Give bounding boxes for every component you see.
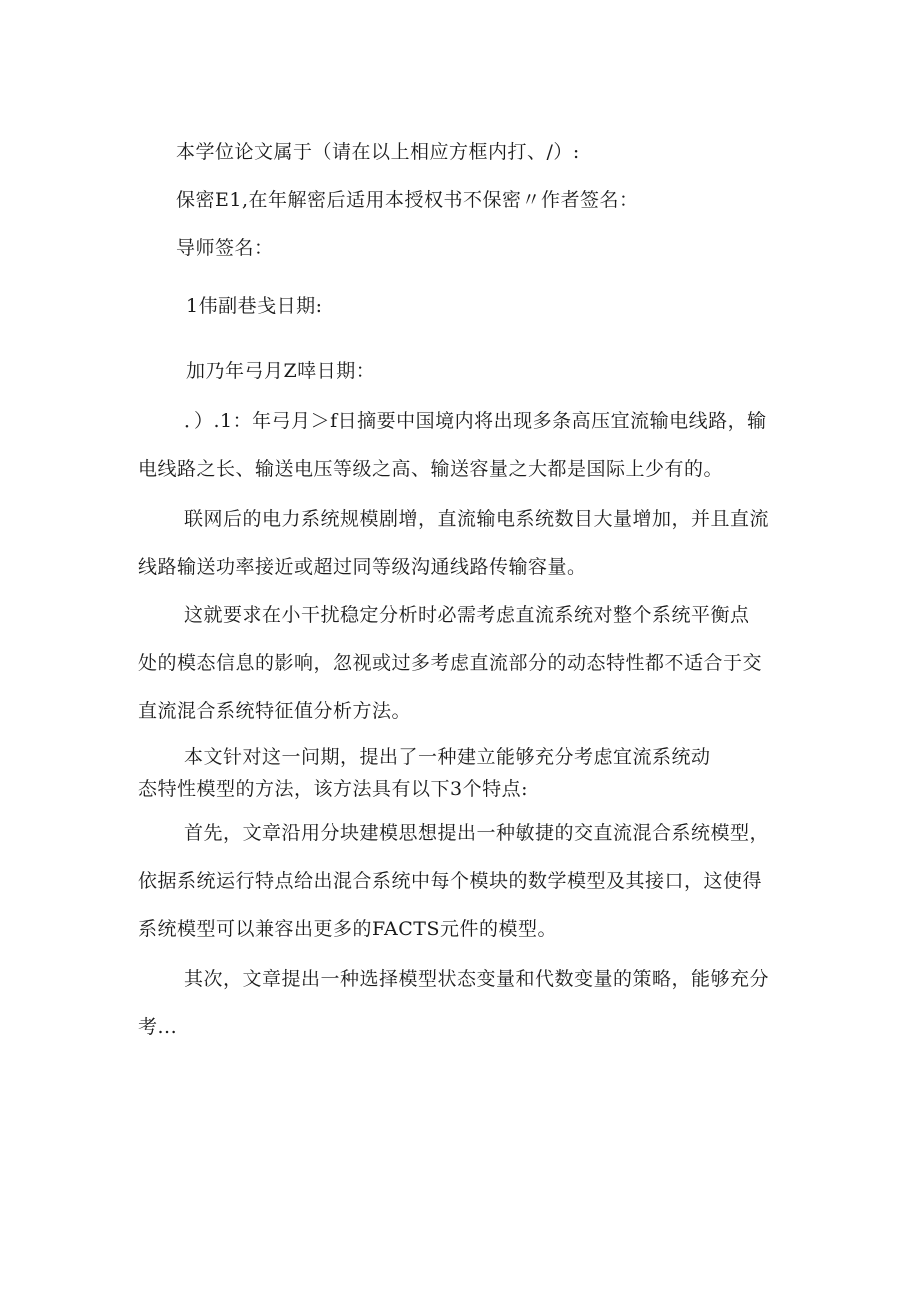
abstract-line: 首先，文章沿用分块建模思想提出一种敏捷的交直流混合系统模型， [184,822,770,844]
abstract-line: 电线路之长、输送电压等级之高、输送容量之大都是国际上少有的。 [138,458,724,480]
abstract-line: 考... [138,1016,178,1038]
abstract-line: 态特性模型的方法，该方法具有以下3个特点: [138,778,528,800]
date-line-2: 加乃年弓月Z啈日期： [186,360,376,382]
abstract-line: 联网后的电力系统规模剧增，直流输电系统数目大量增加，并且直流 [184,508,770,530]
abstract-line: 本文针对这一问期，提出了一种建立能够充分考虑宜流系统动 [184,746,711,768]
date-line-1: 1伟副巷戋日期: [186,295,323,317]
abstract-line: ．）.1：年弓月＞f日摘要中国境内将出现多条高压宜流输电线路，输 [184,410,767,432]
abstract-line: 线路输送功率接近或超过同等级沟通线路传输容量。 [138,556,587,578]
degree-statement: 本学位论文属于（请在以上相应方框内打、/）: [176,141,580,163]
secrecy-statement: 保密E1,在年解密后适用本授权书不保密〃作者签名： [176,189,639,211]
abstract-line: 这就要求在小干扰稳定分析时必需考虑直流系统对整个系统平衡点 [184,604,750,626]
advisor-signature: 导师签名： [176,237,274,259]
abstract-line: 系统模型可以兼容出更多的FACTS元件的模型。 [138,918,557,940]
abstract-line: 其次，文章提出一种选择模型状态变量和代数变量的策略，能够充分 [184,968,770,990]
abstract-line: 直流混合系统特征值分析方法。 [138,700,412,722]
abstract-line: 处的模态信息的影响，忽视或过多考虑直流部分的动态特性都不适合于交 [138,652,763,674]
abstract-line: 依据系统运行特点给出混合系统中每个模块的数学模型及其接口，这使得 [138,870,763,892]
